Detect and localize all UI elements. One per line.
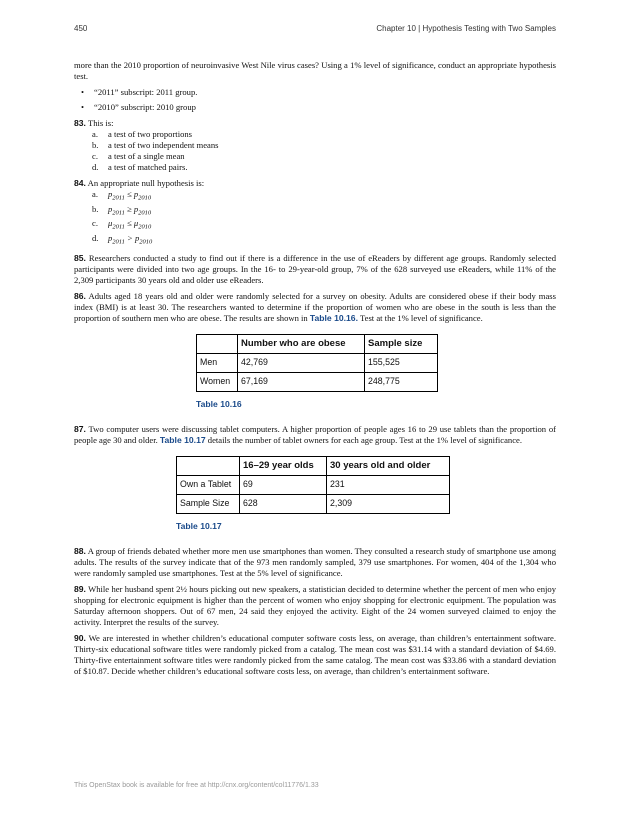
- table-cell: 628: [240, 494, 327, 513]
- question-text: A group of friends debated whether more men use smartphones than women. They consulted a research study of smartphone use among adults. The results of the survey indicate that of the 973 men randomly sampled, 379 use smartphones. For women, 404 of the 1,304 who were randomly sampled use smartphones. Test at the 5% level of significance.: [74, 545, 556, 578]
- chapter-header: Chapter 10 | Hypothesis Testing with Two Samples: [376, 24, 556, 33]
- header-cell: [177, 456, 240, 475]
- question-number: 83.: [74, 118, 86, 128]
- table-cell: Men: [197, 353, 238, 372]
- question-85: [74, 253, 556, 286]
- question-number: 90.: [74, 632, 86, 643]
- table-cell: Sample Size: [177, 494, 240, 513]
- intro-text: more than the 2010 proportion of neuroinvasive West Nile virus cases? Using a 1% level of significance, conduct an appropriate hypothesis test.: [74, 60, 556, 81]
- option-d: d. a test of matched pairs.: [92, 162, 188, 172]
- question-text: While her husband spent 2½ hours picking out new speakers, a statistician decided to determine whether the percent of men who enjoy shopping for electronic equipment is higher than the percent of women who enjoy shopping for electronic equipment. The population was Saturday afternoon shoppers. Out of 67 men, 24 said they enjoyed the activity. Eight of the 24 women surveyed claimed to enjoy the activity. Interpret the results of the survey.: [74, 583, 556, 627]
- question-number: 86.: [74, 290, 86, 301]
- question-84: [74, 178, 556, 189]
- question-number: 88.: [74, 545, 86, 556]
- table-cell: 42,769: [238, 353, 365, 372]
- header-cell: Number who are obese: [238, 334, 365, 353]
- table-cell: 231: [327, 475, 450, 494]
- bullet-2010: • “2010” subscript: 2010 group: [74, 102, 556, 113]
- table-cell: 69: [240, 475, 327, 494]
- option-b: b. $p_{2011} \ge p_{2010}$: [92, 203, 152, 217]
- table-10-16-link[interactable]: Table 10.16.: [309, 312, 358, 323]
- bullet-2011: • “2011” subscript: 2011 group.: [74, 87, 556, 98]
- question-text: Researchers conducted a study to find out if there is a difference in the use of eReaders by different age groups. Randomly selected participants were divided into two age groups. In the 16- to 29-year-old group, 7% of the 628 surveyed use eReaders, while 11% of the 2,309 participants 30 years old and older use eReaders.: [74, 252, 556, 285]
- table-caption: Table 10.17: [176, 520, 222, 531]
- question-number: 89.: [74, 583, 86, 594]
- question-84-options: [92, 189, 556, 248]
- question-number: 87.: [74, 423, 86, 434]
- option-c: c. $\mu_{2011} \le \mu_{2010}$: [92, 218, 152, 232]
- table-cell: Women: [197, 372, 238, 391]
- table-10-16: [196, 334, 556, 410]
- footer-note: This OpenStax book is available for free at http://cnx.org/content/col11776/1.33: [74, 782, 319, 789]
- table-row: [197, 372, 438, 391]
- header-cell: [197, 334, 238, 353]
- option-a: a. a test of two proportions: [92, 129, 193, 139]
- option-b: b. a test of two independent means: [92, 140, 219, 150]
- question-88: [74, 546, 556, 579]
- table-header-row: [177, 456, 450, 475]
- table-cell: 2,309: [327, 494, 450, 513]
- page-number: 450: [74, 24, 88, 33]
- question-stem: This is:: [87, 118, 114, 128]
- table-cell: 155,525: [365, 353, 438, 372]
- header-cell: Sample size: [365, 334, 438, 353]
- question-86: 86. Adults aged 18 years old and older were randomly selected for a survey on obesity. Adults are considered obese if their body mass index (BMI) is at least 30. The researchers wanted to determine if the proportion of women who are obese in the south is less than the proportion of southern men who are obese. The results are shown in Table 10.16. Test at the 1% level of significance.: [74, 290, 556, 323]
- question-text: We are interested in whether children’s educational computer software costs less, on average, than children’s entertainment software. Thirty-six educational software titles were randomly picked from a catalog. The mean cost was $31.14 with a standard deviation of $4.69. Thirty-five entertainment software titles were randomly picked from the same catalog. The mean cost was $33.86 with a standard deviation of $10.87. Decide whether children’s educational software costs less, on average, than children’s entertainment software.: [74, 632, 556, 676]
- table-cell: 67,169: [238, 372, 365, 391]
- table-row: [177, 494, 450, 513]
- option-a: a. $p_{2011} \le p_{2010}$: [92, 189, 152, 202]
- question-83-options: [92, 129, 556, 173]
- table-cell: Own a Tablet: [177, 475, 240, 494]
- question-89: [74, 584, 556, 628]
- header-cell: 30 years old and older: [327, 456, 450, 475]
- table-row: [197, 353, 438, 372]
- page-content: [74, 60, 556, 682]
- table-caption: Table 10.16: [196, 398, 242, 409]
- header-cell: 16–29 year olds: [240, 456, 327, 475]
- table-10-17-link[interactable]: Table 10.17: [159, 434, 206, 445]
- option-c: c. a test of a single mean: [92, 151, 185, 161]
- option-d: d. $p_{2011} > p_{2010}$: [92, 233, 153, 246]
- table-cell: 248,775: [365, 372, 438, 391]
- question-83: [74, 118, 556, 129]
- question-90: [74, 633, 556, 677]
- question-number: 85.: [74, 252, 86, 263]
- question-87: 87. Two computer users were discussing tablet computers. A higher proportion of people ages 16 to 29 use tablets than the proportion of people age 30 and older. Table 10.17 details the number of tablet owners for each age group. Test at the 1% level of significance.: [74, 423, 556, 445]
- table-header-row: [197, 334, 438, 353]
- table-10-17: [176, 456, 556, 532]
- table-row: [177, 475, 450, 494]
- question-number: 84.: [74, 178, 86, 188]
- question-stem: An appropriate null hypothesis is:: [87, 178, 205, 188]
